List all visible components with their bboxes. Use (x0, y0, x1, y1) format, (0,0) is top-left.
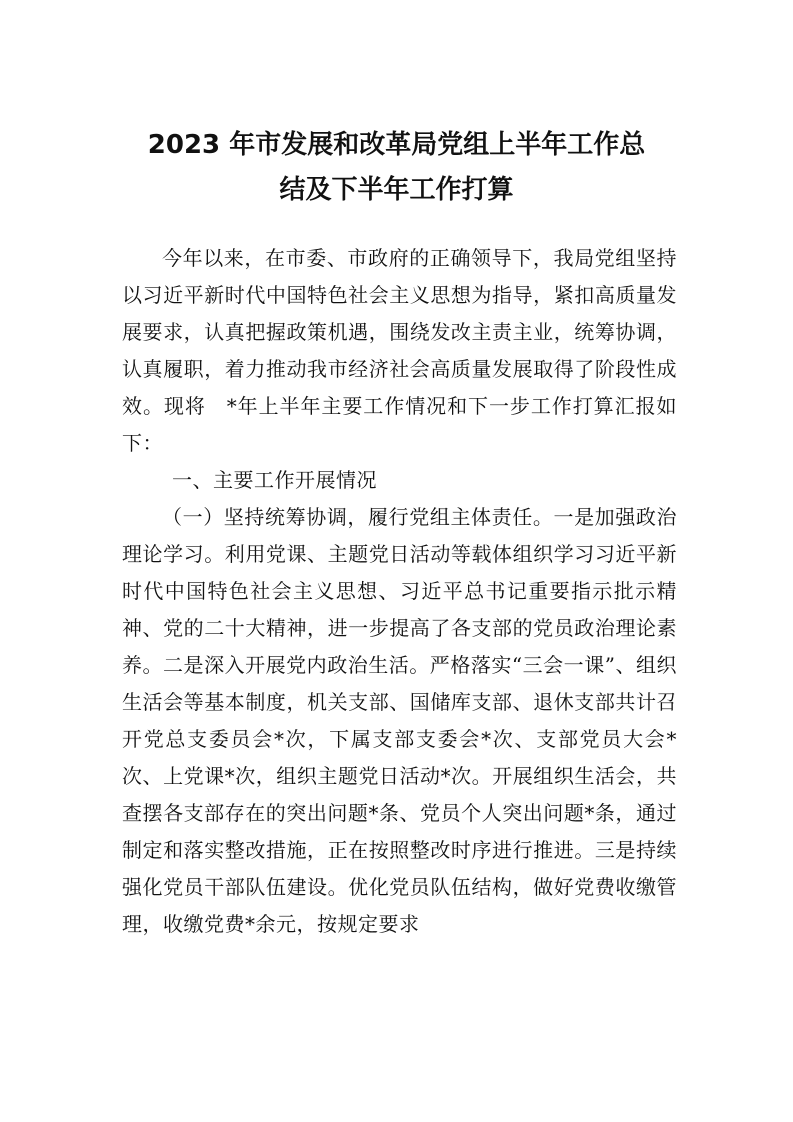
intro-paragraph: 今年以来，在市委、市政府的正确领导下，我局党组坚持以习近平新时代中国特色社会主义思想为指导，紧扣高质量发展要求，认真把握政策机遇，围绕发改主责主业，统筹协调，认真履职，着力推动我市经济社会高质量发展取得了阶段性成效。现将 *年上半年主要工作情况和下一步工作打算汇报如下： (122, 246, 677, 455)
section-paragraph: （一）坚持统筹协调，履行党组主体责任。一是加强政治理论学习。利用党课、主题党日活动等载体组织学习习近平新时代中国特色社会主义思想、习近平总书记重要指示批示精神、党的二十大精神，进一步提高了各支部的党员政治理论素养。二是深入开展党内政治生活。严格落实“三会一课”、组织生活会等基本制度，机关支部、国储库支部、退休支部共计召开党总支委员会*次，下属支部支委会*次、支部党员大会*次、上党课*次，组织主题党日活动*次。开展组织生活会，共查摆各支部存在的突出问题*条、党员个人突出问题*条，通过制定和落实整改措施，正在按照整改时序进行推进。三是持续强化党员干部队伍建设。优化党员队伍结构，做好党费收缴管理，收缴党费*余元，按规定要求 (122, 505, 677, 936)
document-title-line-2: 结及下半年工作打算 (279, 175, 514, 205)
section-heading: 一、主要工作开展情况 (172, 468, 377, 492)
document-body (122, 240, 677, 943)
document-title-line-1: 2023 年市发展和改革局党组上半年工作总 (147, 130, 646, 160)
